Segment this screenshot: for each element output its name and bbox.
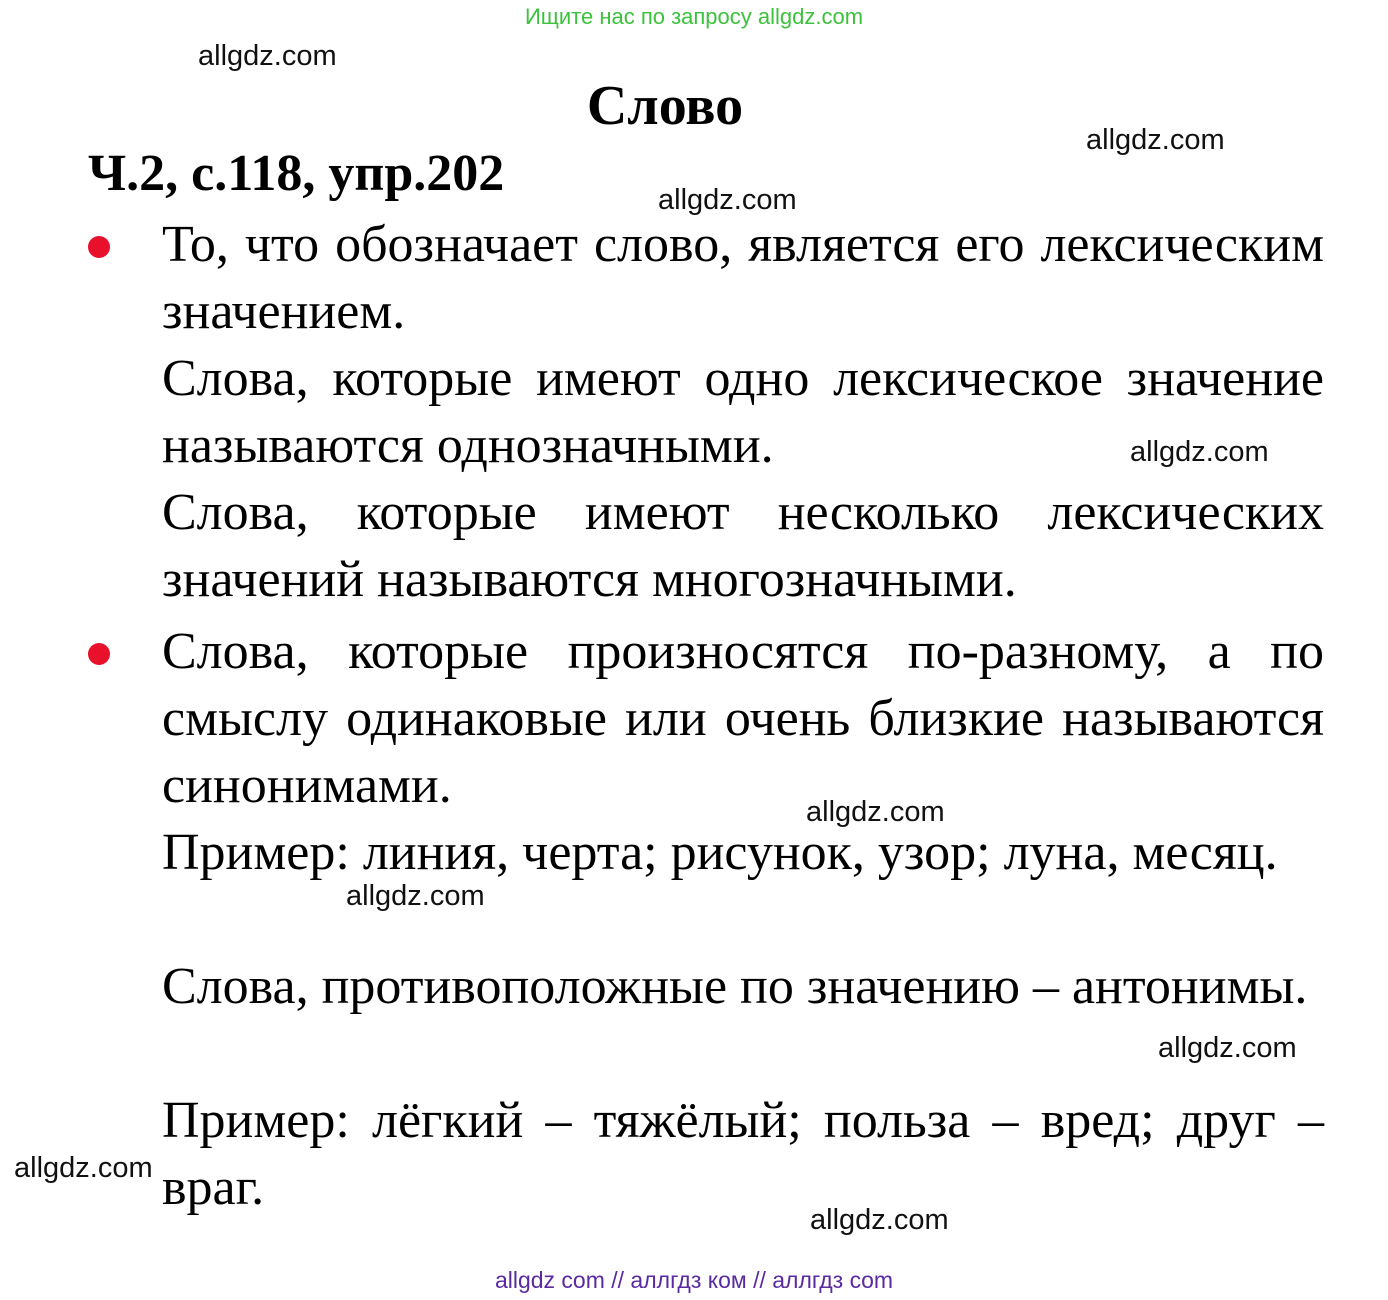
page-title: Слово	[586, 75, 744, 137]
watermark: allgdz.com	[1086, 124, 1225, 156]
watermark: allgdz.com	[346, 880, 485, 912]
paragraph: Слова, противоположные по значению – антонимы.	[162, 958, 1308, 1015]
watermark: allgdz.com	[658, 184, 797, 216]
exercise-reference: Ч.2, с.118, упр.202	[88, 145, 505, 202]
watermark: allgdz.com	[810, 1204, 949, 1236]
watermark: allgdz.com	[1130, 436, 1269, 468]
watermark: allgdz.com	[198, 40, 337, 72]
paragraph: Слова, которые имеют одно лексическое значение называются однозначными.	[162, 350, 1324, 474]
bullet-icon	[88, 643, 110, 665]
paragraph: Слова, которые имеют несколько лексических значений называются многозначными.	[162, 484, 1324, 608]
footer-links: allgdz com // аллгдз ком // аллгдз com	[494, 1267, 894, 1293]
paragraph: Пример: линия, черта; рисунок, узор; луна, месяц.	[162, 824, 1278, 881]
watermark: allgdz.com	[806, 796, 945, 828]
bullet-icon	[88, 236, 110, 258]
top-banner: Ищите нас по запросу allgdz.com	[524, 4, 864, 29]
watermark: allgdz.com	[14, 1152, 153, 1184]
watermark: allgdz.com	[1158, 1032, 1297, 1064]
paragraph: То, что обозначает слово, является его лексическим значением.	[162, 216, 1324, 340]
paragraph: Слова, которые произносятся по-разному, а по смыслу одинаковые или очень близкие называются синонимами.	[162, 623, 1324, 814]
paragraph: Пример: лёгкий – тяжёлый; польза – вред; друг – враг.	[162, 1092, 1324, 1216]
